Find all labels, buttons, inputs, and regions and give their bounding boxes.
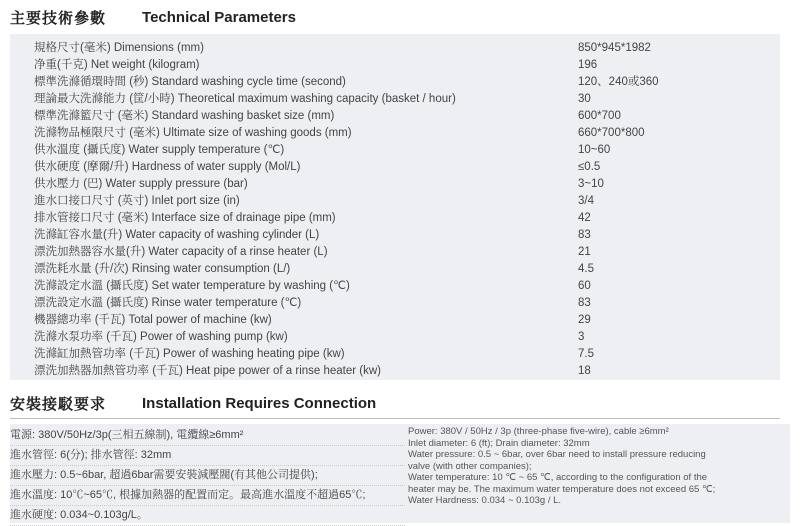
installation-cn-line: 進水硬度: 0.034~0.103g/L。 [10, 506, 405, 526]
param-row [34, 278, 780, 294]
param-value: 600*700 [578, 110, 621, 122]
param-value: 21 [578, 246, 591, 258]
param-name: 漂洗設定水溫 (攝氏度) Rinse water temperature (℃) [34, 297, 302, 309]
param-value: 60 [578, 280, 591, 292]
param-value: 660*700*800 [578, 127, 645, 139]
installation-en-line: Water temperature: 10 ℃ ~ 65 ℃, according to the configuration of the [408, 472, 708, 483]
param-row [34, 261, 780, 277]
param-row [34, 176, 780, 192]
param-name: 净重(千克) Net weight (kilogram) [34, 59, 200, 71]
param-row [34, 40, 780, 56]
param-value: ≤0.5 [578, 161, 601, 173]
installation-cn-line: 進水壓力: 0.5~6bar, 超過6bar需要安裝減壓閥(有其他公司提供); [10, 466, 405, 486]
param-row [34, 193, 780, 209]
param-value: 30 [578, 93, 591, 105]
param-value: 83 [578, 297, 591, 309]
param-row [34, 142, 780, 158]
param-value: 3 [578, 331, 585, 343]
installation-en-line: Water Hardness: 0.034 ~ 0.103g / L. [408, 495, 562, 506]
installation-en-column [408, 426, 790, 507]
param-value: 10~60 [578, 144, 611, 156]
installation-cn-line: 進水管徑: 6(分); 排水管徑: 32mm [10, 446, 405, 466]
param-value: 3~10 [578, 178, 604, 190]
param-name: 標準洗滌循環時間 (秒) Standard washing cycle time (second) [34, 76, 346, 88]
installation-en-line: heater may be. The maximum water temperature does not exceed 65 ℃; [408, 483, 716, 495]
param-name: 洗滌缸容水量(升) Water capacity of washing cylinder (L) [34, 229, 320, 241]
param-value: 4.5 [578, 263, 594, 275]
param-name: 漂洗耗水量 (升/次) Rinsing water consumption (L/) [34, 263, 291, 275]
installation-cn-line: 電源: 380V/50Hz/3p(三相五線制), 電纜線≥6mm² [10, 426, 405, 446]
param-row [34, 363, 780, 379]
param-row [34, 210, 780, 226]
installation-en-line: Water pressure: 0.5 ~ 6bar, over 6bar need to install pressure reducing [408, 449, 706, 460]
param-value: 850*945*1982 [578, 42, 651, 54]
param-row [34, 125, 780, 141]
param-value: 29 [578, 314, 591, 326]
param-row [34, 108, 780, 124]
param-value: 196 [578, 59, 598, 71]
param-value: 42 [578, 212, 591, 224]
param-value: 120、240或360 [578, 76, 659, 88]
installation-title-cn: 安裝接駁要求 [10, 395, 107, 413]
installation-panel [10, 424, 790, 523]
param-value: 3/4 [578, 195, 594, 207]
param-name: 規格尺寸(毫米) Dimensions (mm) [34, 42, 204, 54]
param-name: 供水硬度 (摩爾/升) Hardness of water supply (Mol/L) [34, 161, 301, 173]
installation-heading [10, 390, 376, 416]
installation-en-line: Inlet diameter: 6 (ft); Drain diameter: 32mm [408, 437, 590, 449]
param-row [34, 74, 780, 90]
installation-cn-column [10, 426, 405, 526]
param-value: 7.5 [578, 348, 594, 360]
param-row [34, 312, 780, 328]
param-name: 洗滌缸加熱管功率 (千瓦) Power of washing heating pipe (kw) [34, 348, 345, 360]
param-value: 18 [578, 365, 591, 377]
installation-en-line: valve (with other companies); [408, 460, 532, 472]
installation-en-line: Power: 380V / 50Hz / 3p (three-phase five-wire), cable ≥6mm² [408, 426, 669, 437]
param-name: 洗滌設定水溫 (攝氏度) Set water temperature by washing (℃) [34, 280, 350, 292]
param-row [34, 329, 780, 345]
param-row [34, 159, 780, 175]
param-row [34, 57, 780, 73]
technical-title-cn: 主要技術參數 [10, 9, 107, 27]
param-name: 供水溫度 (攝氏度) Water supply temperature (℃) [34, 144, 285, 156]
param-row [34, 91, 780, 107]
param-name: 標準洗滌籃尺寸 (毫米) Standard washing basket size (mm) [34, 110, 335, 122]
technical-parameters-heading [10, 4, 296, 30]
param-row [34, 295, 780, 311]
param-row [34, 244, 780, 260]
section-divider [10, 418, 780, 419]
param-name: 排水管接口尺寸 (毫米) Interface size of drainage pipe (mm) [34, 212, 336, 224]
installation-cn-line: 進水溫度: 10℃~65℃, 根據加熱器的配置而定。最高進水溫度不超過65℃; [10, 486, 405, 506]
param-name: 漂洗加熱器容水量(升) Water capacity of a rinse heater (L) [34, 246, 328, 258]
param-name: 漂洗加熱器加熱管功率 (千瓦) Heat pipe power of a rinse heater (kw) [34, 365, 382, 377]
technical-parameters-table [10, 34, 780, 380]
technical-title-en: Technical Parameters [142, 8, 296, 26]
param-name: 進水口接口尺寸 (英寸) Inlet port size (in) [34, 195, 240, 207]
param-row [34, 227, 780, 243]
installation-title-en: Installation Requires Connection [142, 394, 377, 412]
param-name: 理論最大洗滌能力 (筐/小時) Theoretical maximum washing capacity (basket / hour) [34, 93, 456, 105]
param-name: 洗滌物品極限尺寸 (毫米) Ultimate size of washing goods (mm) [34, 127, 352, 139]
param-row [34, 346, 780, 362]
param-name: 洗滌水泵功率 (千瓦) Power of washing pump (kw) [34, 331, 288, 343]
param-name: 機器總功率 (千瓦) Total power of machine (kw) [34, 314, 272, 326]
param-value: 83 [578, 229, 591, 241]
param-name: 供水壓力 (巴) Water supply pressure (bar) [34, 178, 248, 190]
